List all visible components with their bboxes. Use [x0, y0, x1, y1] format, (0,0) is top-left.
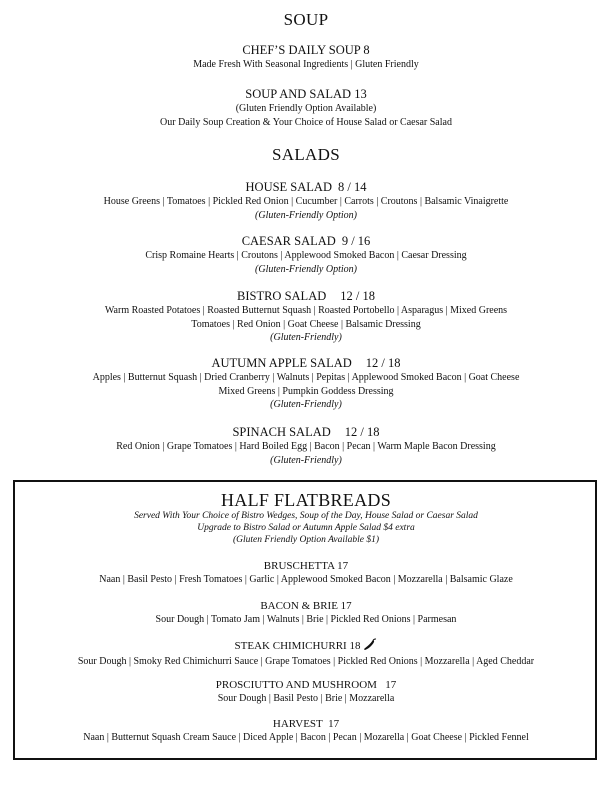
item-name: HARVEST 17 [272, 718, 340, 730]
item-description: Made Fresh With Seasonal Ingredients | Gluten Friendly [193, 59, 419, 70]
item-description: Mixed Greens | Pumpkin Goddess Dressing [218, 385, 394, 397]
item-price: 8 / 14 [337, 180, 367, 194]
chili-pepper-icon [363, 638, 377, 655]
salads-section [0, 145, 612, 165]
item-name: BISTRO SALAD [237, 289, 327, 303]
item-description: Sour Dough | Tomato Jam | Walnuts | Brie | Pickled Red Onions | Parmesan [155, 614, 457, 625]
flatbreads-header [0, 490, 612, 546]
item-name: PROSCIUTTO AND MUSHROOM 17 [215, 679, 397, 691]
flatbreads-subtitle: Served With Your Choice of Bistro Wedges, Soup of the Day, House Salad or Caesar Salad [134, 511, 478, 521]
item-note: (Gluten-Friendly Option) [255, 263, 357, 275]
item-name: SOUP AND SALAD 13 [245, 87, 367, 101]
flatbreads-subtitle: Upgrade to Bistro Salad or Autumn Apple Salad $4 extra [197, 523, 415, 533]
item-price: 12 / 18 [340, 289, 375, 303]
item-name-line [0, 289, 612, 304]
item-description: Naan | Basil Pesto | Fresh Tomatoes | Garlic | Applewood Smoked Bacon | Mozzarella | Balsamic Glaze [99, 574, 513, 585]
menu-item-spinach-salad [0, 425, 612, 467]
item-note: (Gluten-Friendly) [270, 332, 342, 344]
item-name: HOUSE SALAD [245, 180, 332, 194]
menu-item-soup-and-salad [0, 87, 612, 129]
item-description: Naan | Butternut Squash Cream Sauce | Diced Apple | Bacon | Pecan | Mozarella | Goat Cheese | Pickled Fennel [83, 732, 529, 743]
item-name-line [0, 356, 612, 371]
item-name-line [0, 180, 612, 195]
item-description: Crisp Romaine Hearts | Croutons | Applewood Smoked Bacon | Caesar Dressing [145, 250, 467, 261]
menu-item-bacon-brie [0, 599, 612, 627]
item-description: Sour Dough | Smoky Red Chimichurri Sauce | Grape Tomatoes | Pickled Red Onions | Mozzarella | Aged Cheddar [77, 656, 535, 667]
soup-section [0, 10, 612, 30]
menu-item-bistro-salad [0, 289, 612, 345]
item-name-line [0, 234, 612, 249]
section-title-flatbreads: HALF FLATBREADS [220, 490, 392, 510]
item-name-line [0, 638, 612, 655]
flatbreads-subtitle: (Gluten Friendly Option Available $1) [233, 535, 379, 545]
menu-item-caesar-salad [0, 234, 612, 276]
menu-item-harvest [0, 717, 612, 745]
item-name-line [0, 425, 612, 440]
menu-item-bruschetta [0, 559, 612, 587]
item-description: (Gluten Friendly Option Available) [235, 103, 377, 114]
item-description: Sour Dough | Basil Pesto | Brie | Mozzarella [217, 693, 395, 704]
item-name: CHEF’S DAILY SOUP 8 [242, 43, 370, 57]
item-name: BRUSCHETTA 17 [263, 560, 349, 572]
item-description: Warm Roasted Potatoes | Roasted Butternut Squash | Roasted Portobello | Asparagus | Mixed Greens [104, 305, 508, 316]
item-price: 9 / 16 [341, 234, 371, 248]
item-note: (Gluten-Friendly Option) [255, 209, 357, 221]
item-name: STEAK CHIMICHURRI 18 [234, 640, 361, 652]
menu-item-chefs-daily-soup [0, 43, 612, 72]
item-description: House Greens | Tomatoes | Pickled Red Onion | Cucumber | Carrots | Croutons | Balsamic Vinaigrette [103, 196, 509, 207]
item-name: SPINACH SALAD [232, 425, 331, 439]
item-name: AUTUMN APPLE SALAD [211, 356, 352, 370]
item-description: Apples | Butternut Squash | Dried Cranberry | Walnuts | Pepitas | Applewood Smoked Bacon | Goat Cheese [92, 372, 520, 383]
item-description: Tomatoes | Red Onion | Goat Cheese | Balsamic Dressing [191, 318, 421, 330]
item-price: 12 / 18 [365, 356, 401, 370]
item-name: CAESAR SALAD [241, 234, 336, 248]
item-note: (Gluten-Friendly) [270, 454, 342, 466]
menu-item-house-salad [0, 180, 612, 222]
menu-item-autumn-apple-salad [0, 356, 612, 412]
section-title-soup: SOUP [283, 10, 329, 29]
item-description: Our Daily Soup Creation & Your Choice of House Salad or Caesar Salad [160, 116, 452, 128]
item-description: Red Onion | Grape Tomatoes | Hard Boiled Egg | Bacon | Pecan | Warm Maple Bacon Dressing [116, 441, 496, 452]
item-note: (Gluten-Friendly) [270, 399, 342, 411]
menu-item-prosciutto-mushroom [0, 678, 612, 706]
item-price: 12 / 18 [344, 425, 380, 439]
item-name: BACON & BRIE 17 [260, 600, 352, 612]
menu-item-steak-chimichurri [0, 638, 612, 669]
section-title-salads: SALADS [272, 145, 340, 164]
